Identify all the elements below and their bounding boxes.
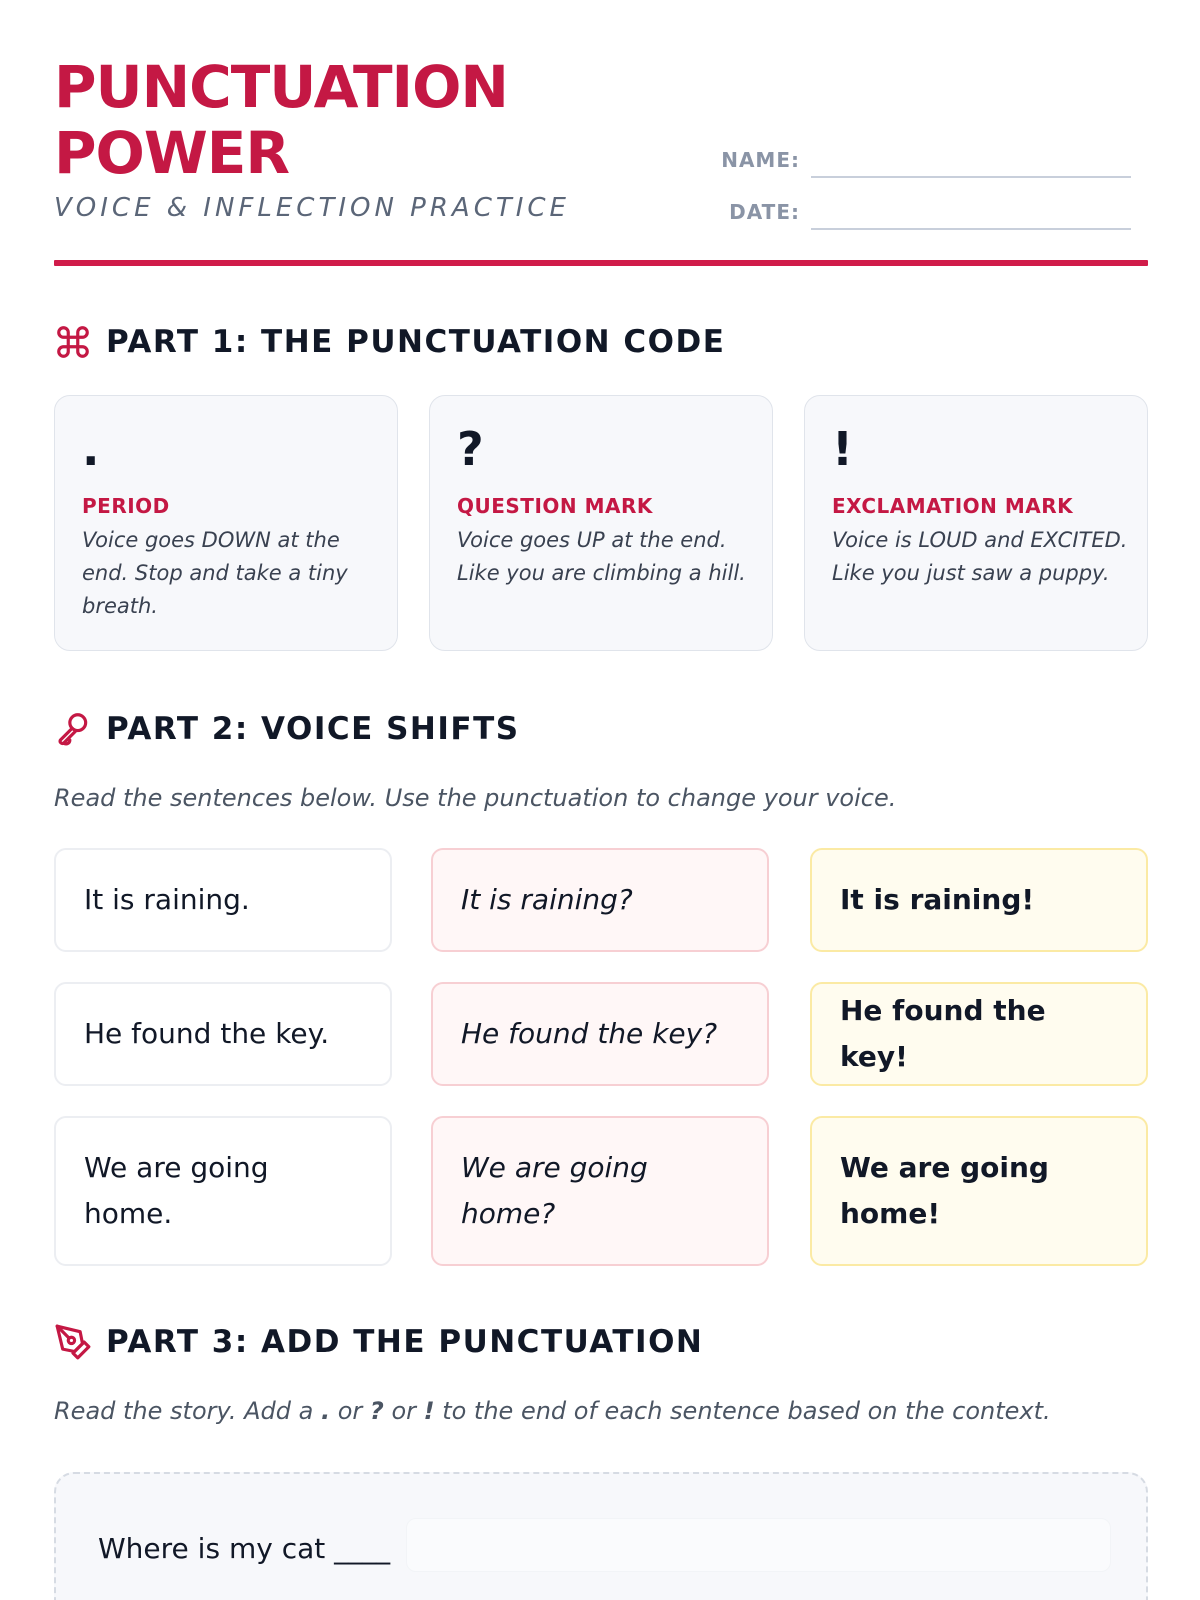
part3-instruction xyxy=(54,1397,1051,1425)
part2-heading xyxy=(54,710,520,748)
question-card xyxy=(429,395,773,651)
worksheet-header xyxy=(54,0,1148,262)
title-line-1: PUNCTUATION xyxy=(54,53,508,121)
part3-heading xyxy=(54,1323,703,1361)
period-description: Voice goes DOWN at the end. Stop and take a tiny breath. xyxy=(82,528,348,618)
name-field[interactable] xyxy=(811,176,1131,178)
worksheet-page xyxy=(54,0,1148,1565)
exclamation-card xyxy=(804,395,1148,651)
command-icon xyxy=(54,323,92,361)
period-name: PERIOD xyxy=(82,494,170,518)
instruction-or: or xyxy=(383,1397,424,1425)
shift-period-3: We are going home. xyxy=(54,1116,392,1266)
page-title xyxy=(54,54,508,186)
part3-title: PART 3: ADD THE PUNCTUATION xyxy=(106,1324,704,1360)
period-card xyxy=(54,395,398,651)
date-label: DATE: xyxy=(729,200,800,224)
shift-exclaim-2: He found the key! xyxy=(810,982,1148,1086)
period-symbol: . xyxy=(82,422,100,476)
exclamation-name: EXCLAMATION MARK xyxy=(832,494,1074,518)
part2-title: PART 2: VOICE SHIFTS xyxy=(106,711,520,747)
part2-instruction: Read the sentences below. Use the punctuation to change your voice. xyxy=(54,784,897,812)
name-label: NAME: xyxy=(721,148,800,172)
header-divider xyxy=(54,260,1148,266)
shift-exclaim-1: It is raining! xyxy=(810,848,1148,952)
pen-icon xyxy=(54,1323,92,1361)
question-description: Voice goes UP at the end. Like you are climbing a hill. xyxy=(457,528,746,585)
story-box xyxy=(54,1472,1148,1600)
exclamation-description: Voice is LOUD and EXCITED. Like you just saw a puppy. xyxy=(832,528,1128,585)
question-name: QUESTION MARK xyxy=(457,494,653,518)
question-symbol: ? xyxy=(457,422,484,476)
instruction-or: or xyxy=(330,1397,370,1425)
shift-question-3: We are going home? xyxy=(431,1116,769,1266)
instruction-text: Read the story. Add a xyxy=(54,1397,321,1425)
shift-question-1: It is raining? xyxy=(431,848,769,952)
part1-heading xyxy=(54,323,725,361)
microphone-icon xyxy=(54,710,92,748)
exclamation-mark: ! xyxy=(423,1397,435,1425)
exclamation-symbol: ! xyxy=(832,422,853,476)
shift-question-2: He found the key? xyxy=(431,982,769,1086)
shift-exclaim-3: We are going home! xyxy=(810,1116,1148,1266)
shift-period-2: He found the key. xyxy=(54,982,392,1086)
story-answer-field[interactable] xyxy=(406,1518,1111,1572)
page-subtitle: VOICE & INFLECTION PRACTICE xyxy=(54,193,570,223)
question-mark: ? xyxy=(369,1397,384,1425)
date-field[interactable] xyxy=(811,228,1131,230)
shift-period-1: It is raining. xyxy=(54,848,392,952)
part1-title: PART 1: THE PUNCTUATION CODE xyxy=(106,324,726,360)
period-mark: . xyxy=(320,1397,331,1425)
title-line-2: POWER xyxy=(54,119,290,187)
instruction-text: to the end of each sentence based on the context. xyxy=(434,1397,1051,1425)
story-sentence: Where is my cat ____ xyxy=(98,1532,391,1565)
